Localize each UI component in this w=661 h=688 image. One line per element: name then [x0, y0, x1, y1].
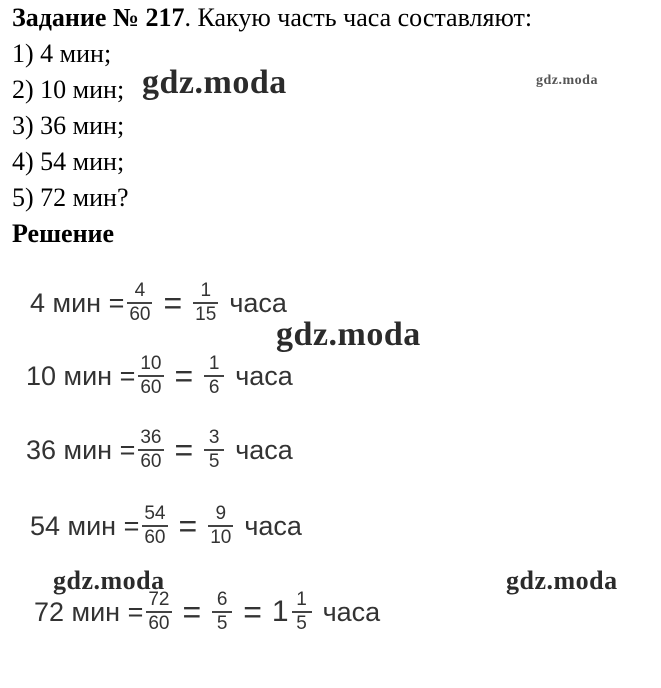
denominator: 5 — [208, 451, 220, 472]
numerator: 1 — [296, 589, 307, 610]
numerator: 4 — [134, 280, 146, 301]
denominator: 15 — [195, 304, 217, 325]
watermark: gdz.moda — [276, 316, 421, 353]
numerator: 9 — [215, 503, 227, 524]
row-lhs: 10 мин = — [26, 360, 136, 391]
task-item: 4) 54 мин; — [12, 147, 125, 176]
numerator: 10 — [140, 353, 162, 374]
solution-row-2 — [26, 346, 293, 406]
equals-sign: = — [174, 431, 194, 468]
solution-heading: Решение — [12, 219, 115, 248]
unit-label: часа — [322, 596, 381, 627]
numerator: 36 — [140, 427, 162, 448]
task-item: 2) 10 мин; — [12, 75, 125, 104]
denominator: 60 — [148, 613, 170, 634]
task-item: 3) 36 мин; — [12, 111, 125, 140]
fraction — [138, 353, 163, 399]
fraction — [204, 353, 224, 399]
row-lhs: 4 мин = — [30, 287, 125, 318]
task-number: Задание № 217 — [12, 3, 185, 32]
task-question: . Какую часть часа составляют: — [184, 3, 533, 32]
unit-label: часа — [244, 510, 302, 541]
numerator: 1 — [208, 353, 220, 374]
whole-part: 1 — [271, 595, 289, 628]
fraction — [193, 280, 218, 326]
equals-sign: = — [182, 593, 202, 630]
solution-row-3 — [26, 420, 293, 480]
numerator: 54 — [144, 503, 166, 524]
unit-label: часа — [229, 287, 287, 318]
watermark: gdz.moda — [53, 566, 165, 595]
unit-label: часа — [235, 360, 293, 391]
row-lhs: 54 мин = — [30, 510, 140, 541]
fraction — [208, 503, 233, 549]
watermark: gdz.moda — [536, 73, 598, 88]
denominator: 5 — [296, 613, 307, 634]
solution-row-1 — [30, 273, 287, 333]
fraction — [204, 427, 224, 473]
fraction — [292, 589, 312, 635]
unit-label: часа — [235, 434, 293, 465]
fraction — [138, 427, 163, 473]
denominator: 60 — [144, 527, 166, 548]
solution-row-4 — [30, 496, 302, 556]
denominator: 60 — [140, 451, 162, 472]
task-item: 1) 4 мин; — [12, 39, 112, 68]
fraction — [142, 503, 167, 549]
fraction — [127, 280, 152, 326]
numerator: 6 — [216, 589, 228, 610]
row-lhs: 72 мин = — [34, 596, 144, 627]
numerator: 1 — [200, 280, 212, 301]
watermark: gdz.moda — [506, 566, 618, 595]
equals-sign: = — [243, 593, 262, 630]
denominator: 10 — [210, 527, 232, 548]
denominator: 5 — [216, 613, 228, 634]
numerator: 72 — [148, 589, 170, 610]
equals-sign: = — [163, 284, 183, 321]
watermark: gdz.moda — [142, 64, 287, 101]
row-lhs: 36 мин = — [26, 434, 136, 465]
equals-sign: = — [174, 357, 194, 394]
fraction — [212, 589, 232, 635]
numerator: 3 — [208, 427, 220, 448]
task-item: 5) 72 мин? — [12, 183, 129, 212]
denominator: 60 — [140, 377, 162, 398]
equals-sign: = — [178, 507, 198, 544]
denominator: 6 — [208, 377, 220, 398]
denominator: 60 — [129, 304, 151, 325]
